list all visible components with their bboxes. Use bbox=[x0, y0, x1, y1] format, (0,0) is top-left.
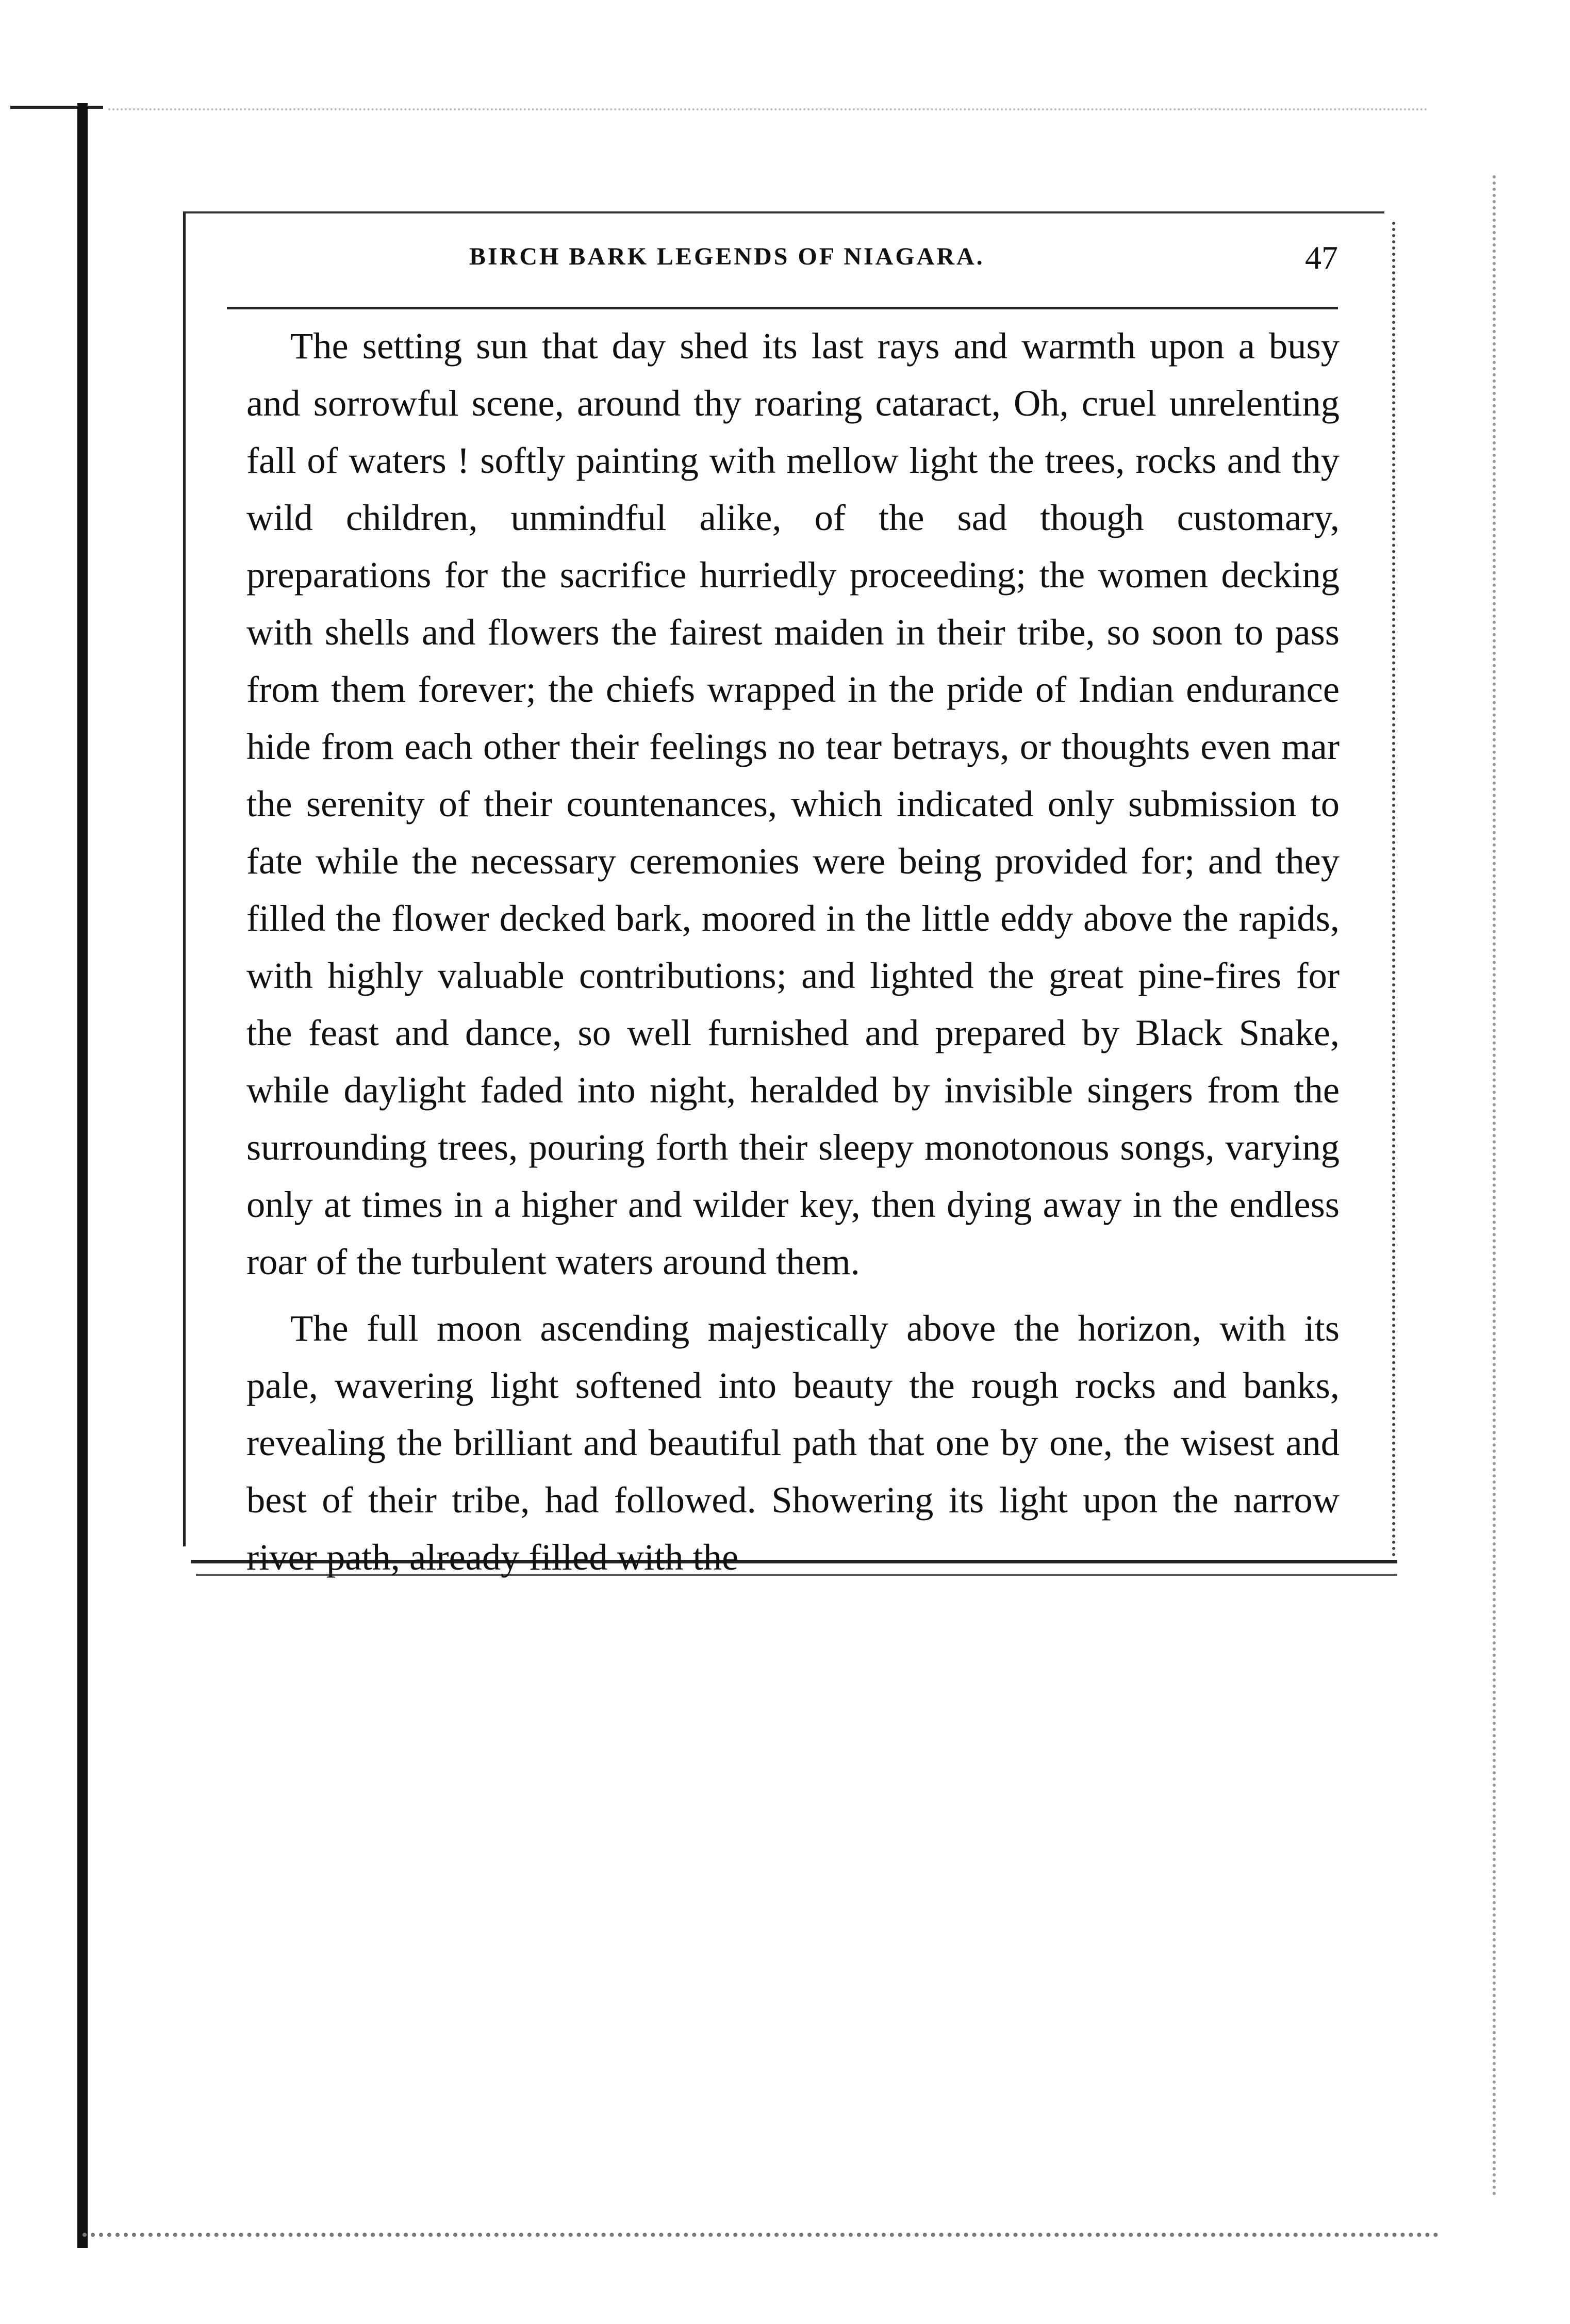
page-number: 47 bbox=[1305, 239, 1338, 276]
header-rule bbox=[227, 307, 1338, 309]
page-frame-right-edge bbox=[1392, 222, 1395, 1557]
paragraph-2: The full moon ascending majestically above the horizon, with its pale, wavering light softened into beauty the rough rocks and banks, revealing the brilliant and beautiful path that one by one, the wisest and best of their tribe, had followed. Showering its light upon the narrow river path, already filled with the bbox=[246, 1307, 1340, 1578]
paragraph-1: The setting sun that day shed its last rays and warmth upon a busy and sorrowful scene, around thy roaring cataract, Oh, cruel unrelenting fall of waters ! softly painting with mellow light the trees, rocks and thy wild children, unmindful alike, of the sad though customary, preparations for the sacrifice hurriedly proceeding; the women decking with shells and flowers the fairest maiden in their tribe, so soon to pass from them forever; the chiefs wrapped in the pride of Indian endurance hide from each other their feelings no tear betrays, or thoughts even mar the serenity of their countenances, which indicated only submission to fate while the necessary ceremonies were being provided for; and they filled the flower decked bark, moored in the little eddy above the rapids, with highly valuable contributions; and lighted the great pine-fires for the feast and dance, so well furnished and prepared by Black Snake, while daylight faded into night, heralded by invisible singers from the surrounding trees, pouring forth their sleepy monotonous songs, varying only at times in a higher and wilder key, then dying away in the endless roar of the turbulent waters around them. bbox=[246, 325, 1340, 1282]
scan-artifact-top bbox=[108, 108, 1428, 110]
running-head-title: BIRCH BARK LEGENDS OF NIAGARA. bbox=[469, 243, 985, 270]
running-head bbox=[227, 229, 1338, 296]
binding-edge bbox=[77, 103, 88, 2248]
body-text bbox=[246, 317, 1340, 1586]
scan-artifact-bottom bbox=[82, 2233, 1439, 2237]
binding-edge-cap bbox=[10, 106, 103, 109]
scan-artifact-right bbox=[1493, 175, 1496, 2197]
